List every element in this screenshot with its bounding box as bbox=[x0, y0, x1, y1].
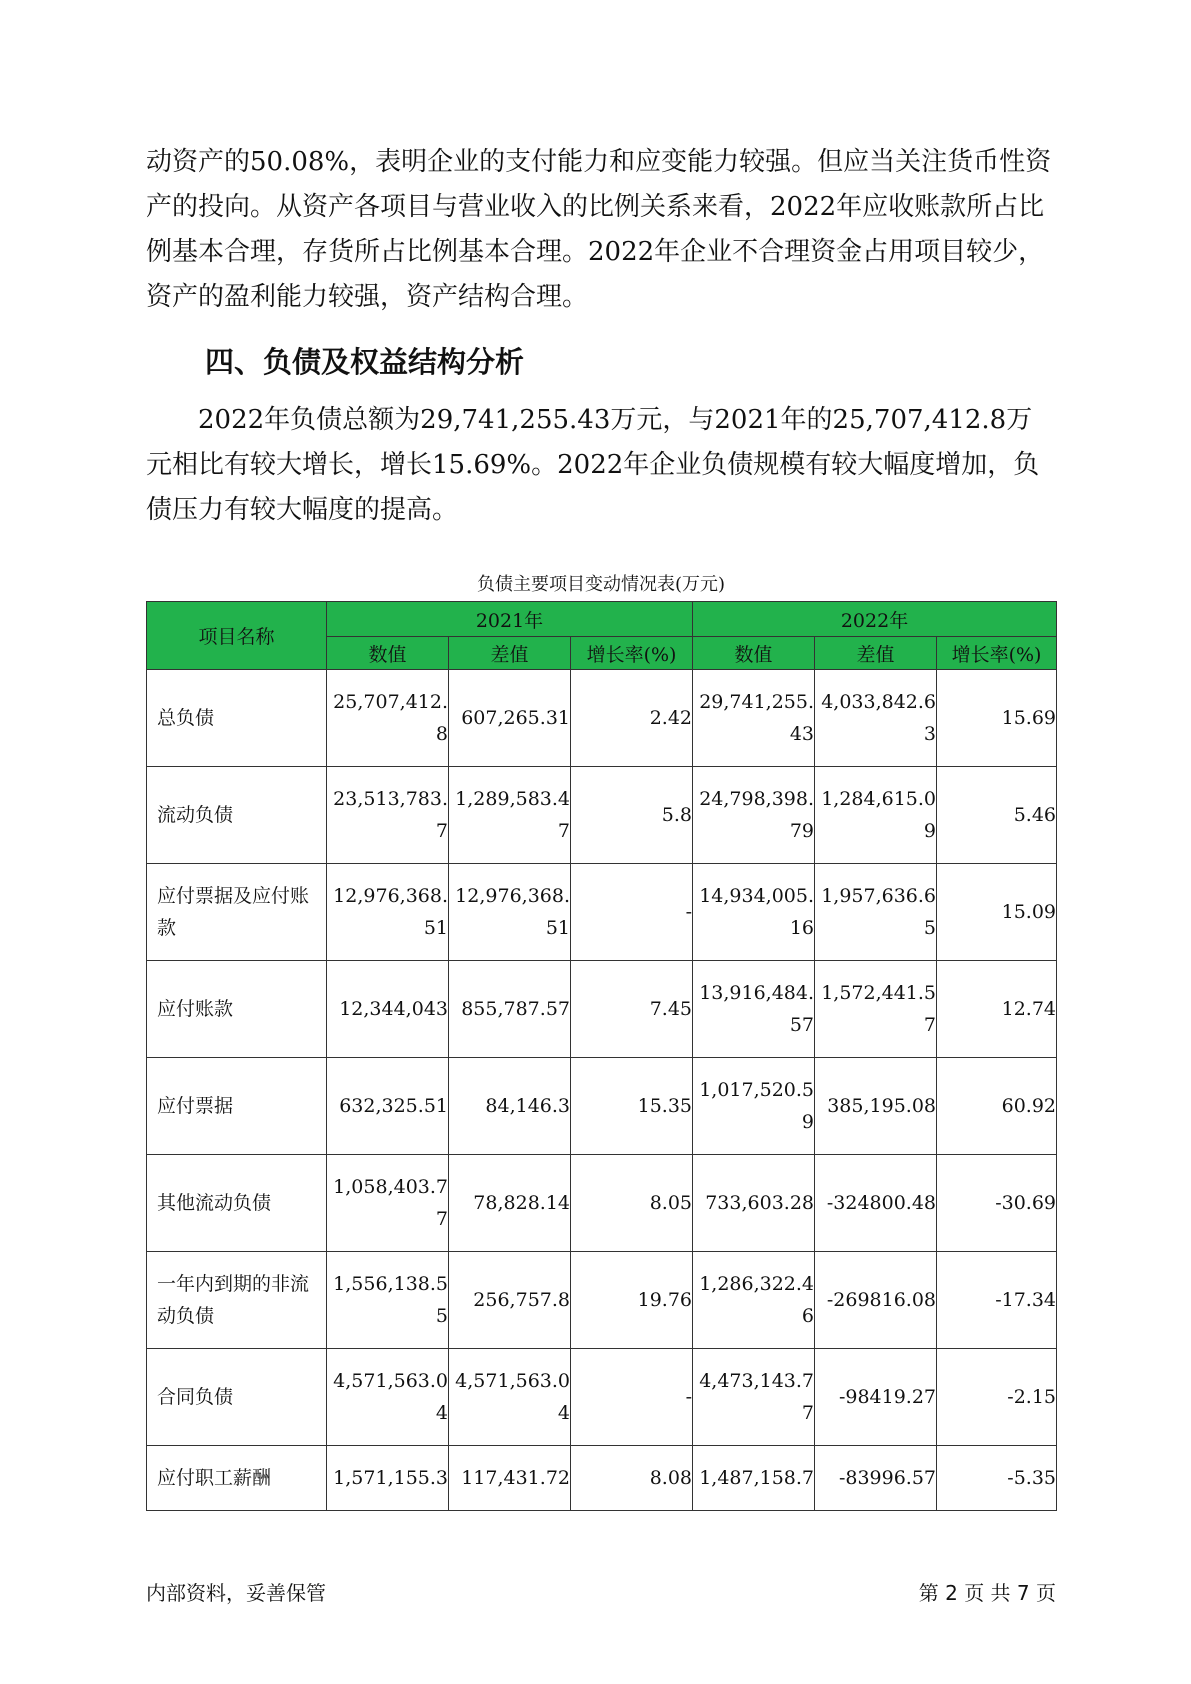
diff-2022: 385,195.08 bbox=[815, 1058, 937, 1155]
growth-2022: 5.46 bbox=[937, 767, 1057, 864]
value-2022: 13,916,484.57 bbox=[693, 961, 815, 1058]
row-name: 其他流动负债 bbox=[147, 1155, 327, 1252]
value-2022: 24,798,398.79 bbox=[693, 767, 815, 864]
value-2021: 1,556,138.55 bbox=[327, 1252, 449, 1349]
growth-2022: 60.92 bbox=[937, 1058, 1057, 1155]
row-name: 流动负债 bbox=[147, 767, 327, 864]
value-2021: 12,976,368.51 bbox=[327, 864, 449, 961]
diff-2022: -98419.27 bbox=[815, 1349, 937, 1446]
table-row bbox=[147, 767, 1057, 864]
diff-2021: 84,146.3 bbox=[449, 1058, 571, 1155]
growth-2021: 5.8 bbox=[571, 767, 693, 864]
value-2021: 23,513,783.7 bbox=[327, 767, 449, 864]
header-item-name: 项目名称 bbox=[147, 602, 327, 670]
row-name: 合同负债 bbox=[147, 1349, 327, 1446]
growth-2022: -30.69 bbox=[937, 1155, 1057, 1252]
value-2022: 4,473,143.77 bbox=[693, 1349, 815, 1446]
diff-2021: 855,787.57 bbox=[449, 961, 571, 1058]
diff-2021: 12,976,368.51 bbox=[449, 864, 571, 961]
value-2021: 1,571,155.3 bbox=[327, 1446, 449, 1511]
growth-2022: -5.35 bbox=[937, 1446, 1057, 1511]
header-value-2022: 数值 bbox=[693, 637, 815, 670]
diff-2022: 4,033,842.63 bbox=[815, 670, 937, 767]
diff-2021: 1,289,583.47 bbox=[449, 767, 571, 864]
header-value-2021: 数值 bbox=[327, 637, 449, 670]
diff-2021: 117,431.72 bbox=[449, 1446, 571, 1511]
value-2021: 25,707,412.8 bbox=[327, 670, 449, 767]
growth-2022: -17.34 bbox=[937, 1252, 1057, 1349]
header-growth-2022: 增长率(%) bbox=[937, 637, 1057, 670]
header-growth-2021: 增长率(%) bbox=[571, 637, 693, 670]
table-row bbox=[147, 1349, 1057, 1446]
intro-paragraph: 动资产的50.08%，表明企业的支付能力和应变能力较强。但应当关注货币性资产的投向。从资产各项目与营业收入的比例关系来看，2022年应收账款所占比例基本合理，存货所占比例基本合理。2022年企业不合理资金占用项目较少，资产的盈利能力较强，资产结构合理。 bbox=[146, 147, 1052, 312]
liability-table bbox=[146, 601, 1057, 1511]
growth-2021: - bbox=[571, 864, 693, 961]
growth-2021: 15.35 bbox=[571, 1058, 693, 1155]
growth-2021: - bbox=[571, 1349, 693, 1446]
diff-2022: 1,572,441.57 bbox=[815, 961, 937, 1058]
diff-2021: 256,757.8 bbox=[449, 1252, 571, 1349]
growth-2022: -2.15 bbox=[937, 1349, 1057, 1446]
table-row bbox=[147, 864, 1057, 961]
header-diff-2022: 差值 bbox=[815, 637, 937, 670]
value-2021: 4,571,563.04 bbox=[327, 1349, 449, 1446]
page-number: 第 2 页 共 7 页 bbox=[918, 1581, 1056, 1605]
row-name: 总负债 bbox=[147, 670, 327, 767]
diff-2021: 4,571,563.04 bbox=[449, 1349, 571, 1446]
value-2022: 1,487,158.7 bbox=[693, 1446, 815, 1511]
value-2021: 1,058,403.77 bbox=[327, 1155, 449, 1252]
value-2022: 733,603.28 bbox=[693, 1155, 815, 1252]
table-caption: 负债主要项目变动情况表(万元) bbox=[476, 574, 726, 595]
diff-2022: -83996.57 bbox=[815, 1446, 937, 1511]
diff-2022: 1,957,636.65 bbox=[815, 864, 937, 961]
diff-2022: -324800.48 bbox=[815, 1155, 937, 1252]
diff-2022: -269816.08 bbox=[815, 1252, 937, 1349]
growth-2021: 7.45 bbox=[571, 961, 693, 1058]
row-name: 一年内到期的非流动负债 bbox=[147, 1252, 327, 1349]
table-row bbox=[147, 1155, 1057, 1252]
value-2022: 1,017,520.59 bbox=[693, 1058, 815, 1155]
growth-2021: 2.42 bbox=[571, 670, 693, 767]
diff-2021: 607,265.31 bbox=[449, 670, 571, 767]
growth-2022: 12.74 bbox=[937, 961, 1057, 1058]
table-row bbox=[147, 961, 1057, 1058]
diff-2022: 1,284,615.09 bbox=[815, 767, 937, 864]
table-row bbox=[147, 1252, 1057, 1349]
value-2022: 1,286,322.46 bbox=[693, 1252, 815, 1349]
section-heading: 四、负债及权益结构分析 bbox=[205, 345, 525, 379]
diff-2021: 78,828.14 bbox=[449, 1155, 571, 1252]
row-name: 应付票据及应付账款 bbox=[147, 864, 327, 961]
row-name: 应付职工薪酬 bbox=[147, 1446, 327, 1511]
liability-summary-paragraph: 2022年负债总额为29,741,255.43万元，与2021年的25,707,412.8万元相比有较大增长，增长15.69%。2022年企业负债规模有较大幅度增加，负债压力有较大幅度的提高。 bbox=[146, 405, 1040, 525]
header-year-2021: 2021年 bbox=[327, 602, 693, 637]
value-2021: 12,344,043 bbox=[327, 961, 449, 1058]
footer-confidential-note: 内部资料，妥善保管 bbox=[146, 1581, 326, 1605]
row-name: 应付账款 bbox=[147, 961, 327, 1058]
value-2021: 632,325.51 bbox=[327, 1058, 449, 1155]
table-row bbox=[147, 670, 1057, 767]
growth-2021: 8.05 bbox=[571, 1155, 693, 1252]
header-diff-2021: 差值 bbox=[449, 637, 571, 670]
value-2022: 14,934,005.16 bbox=[693, 864, 815, 961]
growth-2021: 8.08 bbox=[571, 1446, 693, 1511]
growth-2022: 15.69 bbox=[937, 670, 1057, 767]
growth-2022: 15.09 bbox=[937, 864, 1057, 961]
value-2022: 29,741,255.43 bbox=[693, 670, 815, 767]
table-row bbox=[147, 1058, 1057, 1155]
header-year-2022: 2022年 bbox=[693, 602, 1057, 637]
growth-2021: 19.76 bbox=[571, 1252, 693, 1349]
row-name: 应付票据 bbox=[147, 1058, 327, 1155]
table-row bbox=[147, 1446, 1057, 1511]
